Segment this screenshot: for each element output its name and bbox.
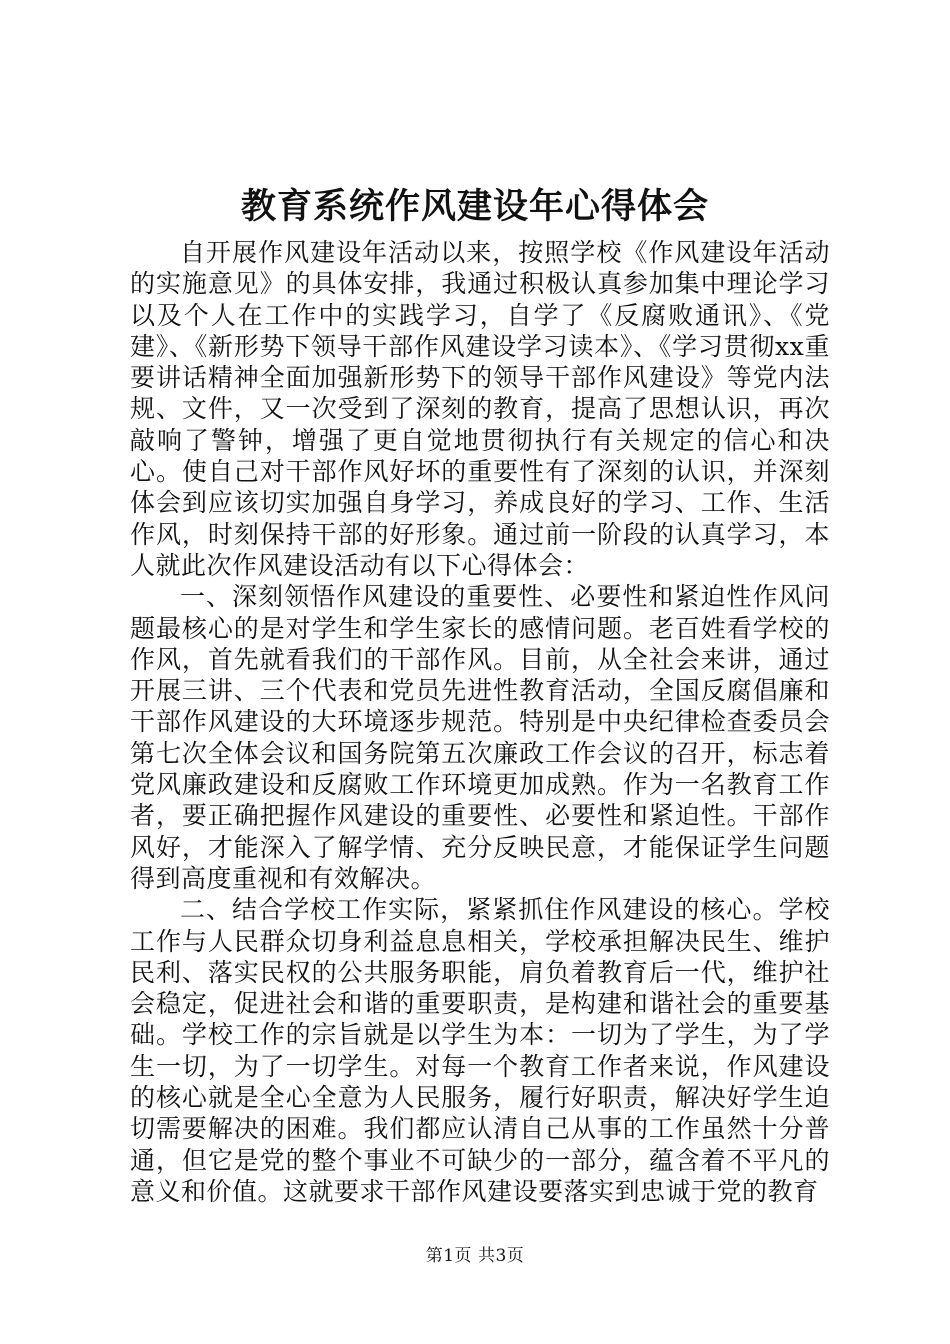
page-title: 教育系统作风建设年心得体会 <box>240 187 709 227</box>
paragraph-intro: 自开展作风建设年活动以来，按照学校《作风建设年活动的实施意见》的具体安排，我通过积极认真参加集中理论学习以及个人在工作中的实践学习，自学了《反腐败通讯》、《党建》、《新形势下领导干部作风建设学习读本》、《学习贯彻xx重要讲话精神全面加强新形势下的领导干部作风建设》等党内法规、文件，又一次受到了深刻的教育，提高了思想认识，再次敲响了警钟，增强了更自觉地贯彻执行有关规定的信心和决心。使自己对干部作风好坏的重要性有了深刻的认识，并深刻体会到应该切实加强自身学习，养成良好的学习、工作、生活作风，时刻保持干部的好形象。通过前一阶段的认真学习，本人就此次作风建设活动有以下心得体会： <box>130 238 830 580</box>
paragraph-section-2: 二、结合学校工作实际，紧紧抓住作风建设的核心。学校工作与人民群众切身利益息息相关，学校承担解决民生、维护民利、落实民权的公共服务职能，肩负着教育后一代，维护社会稳定，促进社会和谐的重要职责，是构建和谐社会的重要基础。学校工作的宗旨就是以学生为本：一切为了学生，为了学生一切，为了一切学生。对每一个教育工作者来说，作风建设的核心就是全心全意为人民服务，履行好职责，解决好学生迫切需要解决的困难。我们都应认清自己从事的工作虽然十分普通，但它是党的整个事业不可缺少的一部分，蕴含着不平凡的意义和价值。这就要求干部作风建设要落实到忠诚于党的教育 <box>130 895 830 1206</box>
page-footer: 第1页 共3页 <box>425 1246 525 1266</box>
body-text <box>130 237 830 1207</box>
paragraph-section-1: 一、深刻领悟作风建设的重要性、必要性和紧迫性作风问题最核心的是对学生和学生家长的感情问题。老百姓看学校的作风，首先就看我们的干部作风。目前，从全社会来讲，通过开展三讲、三个代表和党员先进性教育活动，全国反腐倡廉和干部作风建设的大环境逐步规范。特别是中央纪律检查委员会第七次全体会议和国务院第五次廉政工作会议的召开，标志着党风廉政建设和反腐败工作环境更加成熟。作为一名教育工作者，要正确把握作风建设的重要性、必要性和紧迫性。干部作风好，才能深入了解学情、充分反映民意，才能保证学生问题得到高度重视和有效解决。 <box>130 582 830 893</box>
